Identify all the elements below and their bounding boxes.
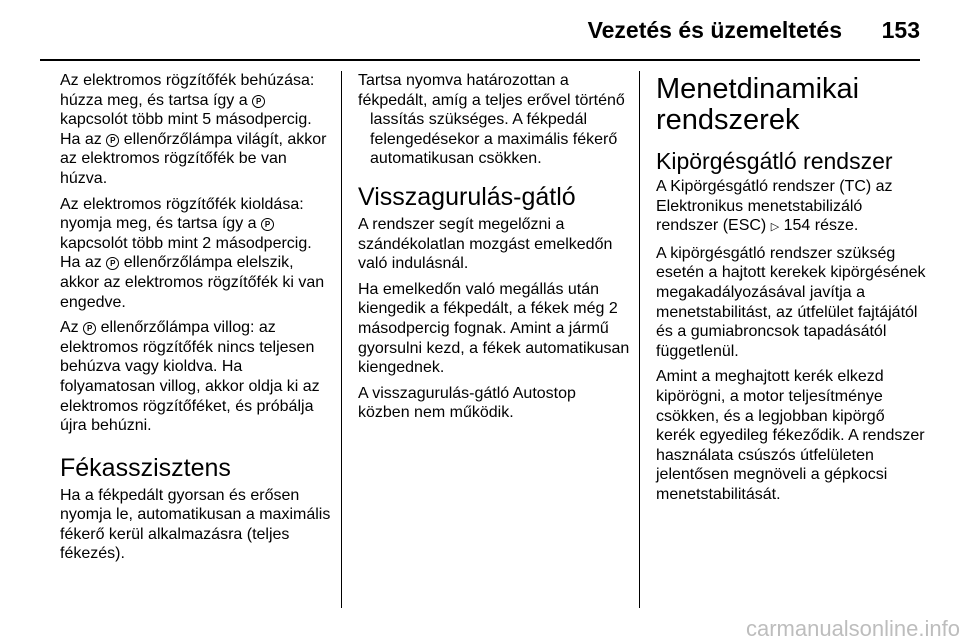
column-right	[656, 71, 928, 511]
paragraph-release-parking-brake: Az elektromos rögzítőfék kioldása: nyomja meg, és tartsa így a P kapcsolót több mint 2 másodpercig. Ha az P ellenőrzőlámpa elelszik, akkor az elektromos rögzítőfék ki van engedve.	[60, 195, 325, 311]
watermark: carmanualsonline.info	[745, 616, 960, 641]
parking-brake-icon: P	[106, 134, 119, 147]
column-divider-right	[639, 71, 640, 608]
column-middle	[358, 71, 630, 429]
paragraph-traction-control-spin: Amint a meghajtott kerék elkezd kipörögni, a motor teljesítménye csökken, és a legjobban kipörgő kerék egyedileg fékeződik. A rendszer használata csúszós útfelületen jelentősen megnöveli a gépkocsi menetstabilitását.	[656, 368, 925, 503]
heading-hill-start-assist: Visszagurulás-gátló	[358, 182, 576, 211]
paragraph-traction-control-intro: A Kipörgésgátló rendszer (TC) az Elektronikus menetstabilizáló rendszer (ESC) ▷ 154 része.	[656, 178, 893, 235]
page-number: 153	[881, 17, 920, 43]
heading-brake-assist: Fékasszisztens	[60, 453, 231, 482]
parking-brake-icon: P	[83, 322, 96, 335]
paragraph-brake-assist: Ha a fékpedált gyorsan és erősen nyomja le, automatikusan a maximális fékerő kerül alkalmazásra (teljes fékezés).	[60, 486, 331, 563]
column-left	[60, 71, 332, 570]
paragraph-warning-light-flashing: Az P ellenőrzőlámpa villog: az elektromos rögzítőfék nincs teljesen behúzva vagy kioldva. Ha folyamatosan villog, akkor oldja ki az elektromos rögzítőféket, és próbálja újra behúzni.	[60, 319, 320, 435]
paragraph-hill-start-autostop: A visszagurulás-gátló Autostop közben nem működik.	[358, 384, 576, 422]
paragraph-brake-assist-continued: Tartsa nyomva határozottan a fékpedált, amíg a teljes erővel történő lassítás szükséges. A fékpedál felengedésekor a maximális fékerő automatikusan csökken.	[358, 72, 625, 168]
column-divider-left	[341, 71, 342, 608]
page-header	[0, 0, 960, 62]
parking-brake-icon: P	[106, 257, 119, 270]
paragraph-hill-start-detail: Ha emelkedőn való megállás után kiengedik a fékpedált, a fékek még 2 másodpercig fognak. Amint a jármű gyorsulni kezd, a fékek automatikusan kiengednek.	[358, 280, 630, 377]
heading-driving-dynamics: Menetdinamikai rendszerek	[656, 73, 860, 136]
heading-traction-control: Kipörgésgátló rendszer	[656, 148, 893, 174]
paragraph-traction-control-function: A kipörgésgátló rendszer szükség esetén a hajtott kerekek kipörgésének megakadályozásával javítja a menetstabilitást, az útfelület fajtájától és a gumiabroncsok tapadásától függetlenül.	[656, 244, 926, 360]
paragraph-hill-start-intro: A rendszer segít megelőzni a szándékolatlan mozgást emelkedőn való indulásnál.	[358, 215, 613, 273]
header-rule	[40, 59, 920, 61]
page-header-title: Vezetés és üzemeltetés	[587, 17, 842, 43]
page-reference-arrow-icon: ▷	[770, 221, 780, 234]
paragraph-apply-parking-brake: Az elektromos rögzítőfék behúzása: húzza meg, és tartsa így a P kapcsolót több mint 5 másodpercig. Ha az P ellenőrzőlámpa világít, akkor az elektromos rögzítőfék be van húzva.	[60, 72, 327, 187]
parking-brake-icon: P	[252, 95, 265, 108]
parking-brake-icon: P	[261, 218, 274, 231]
